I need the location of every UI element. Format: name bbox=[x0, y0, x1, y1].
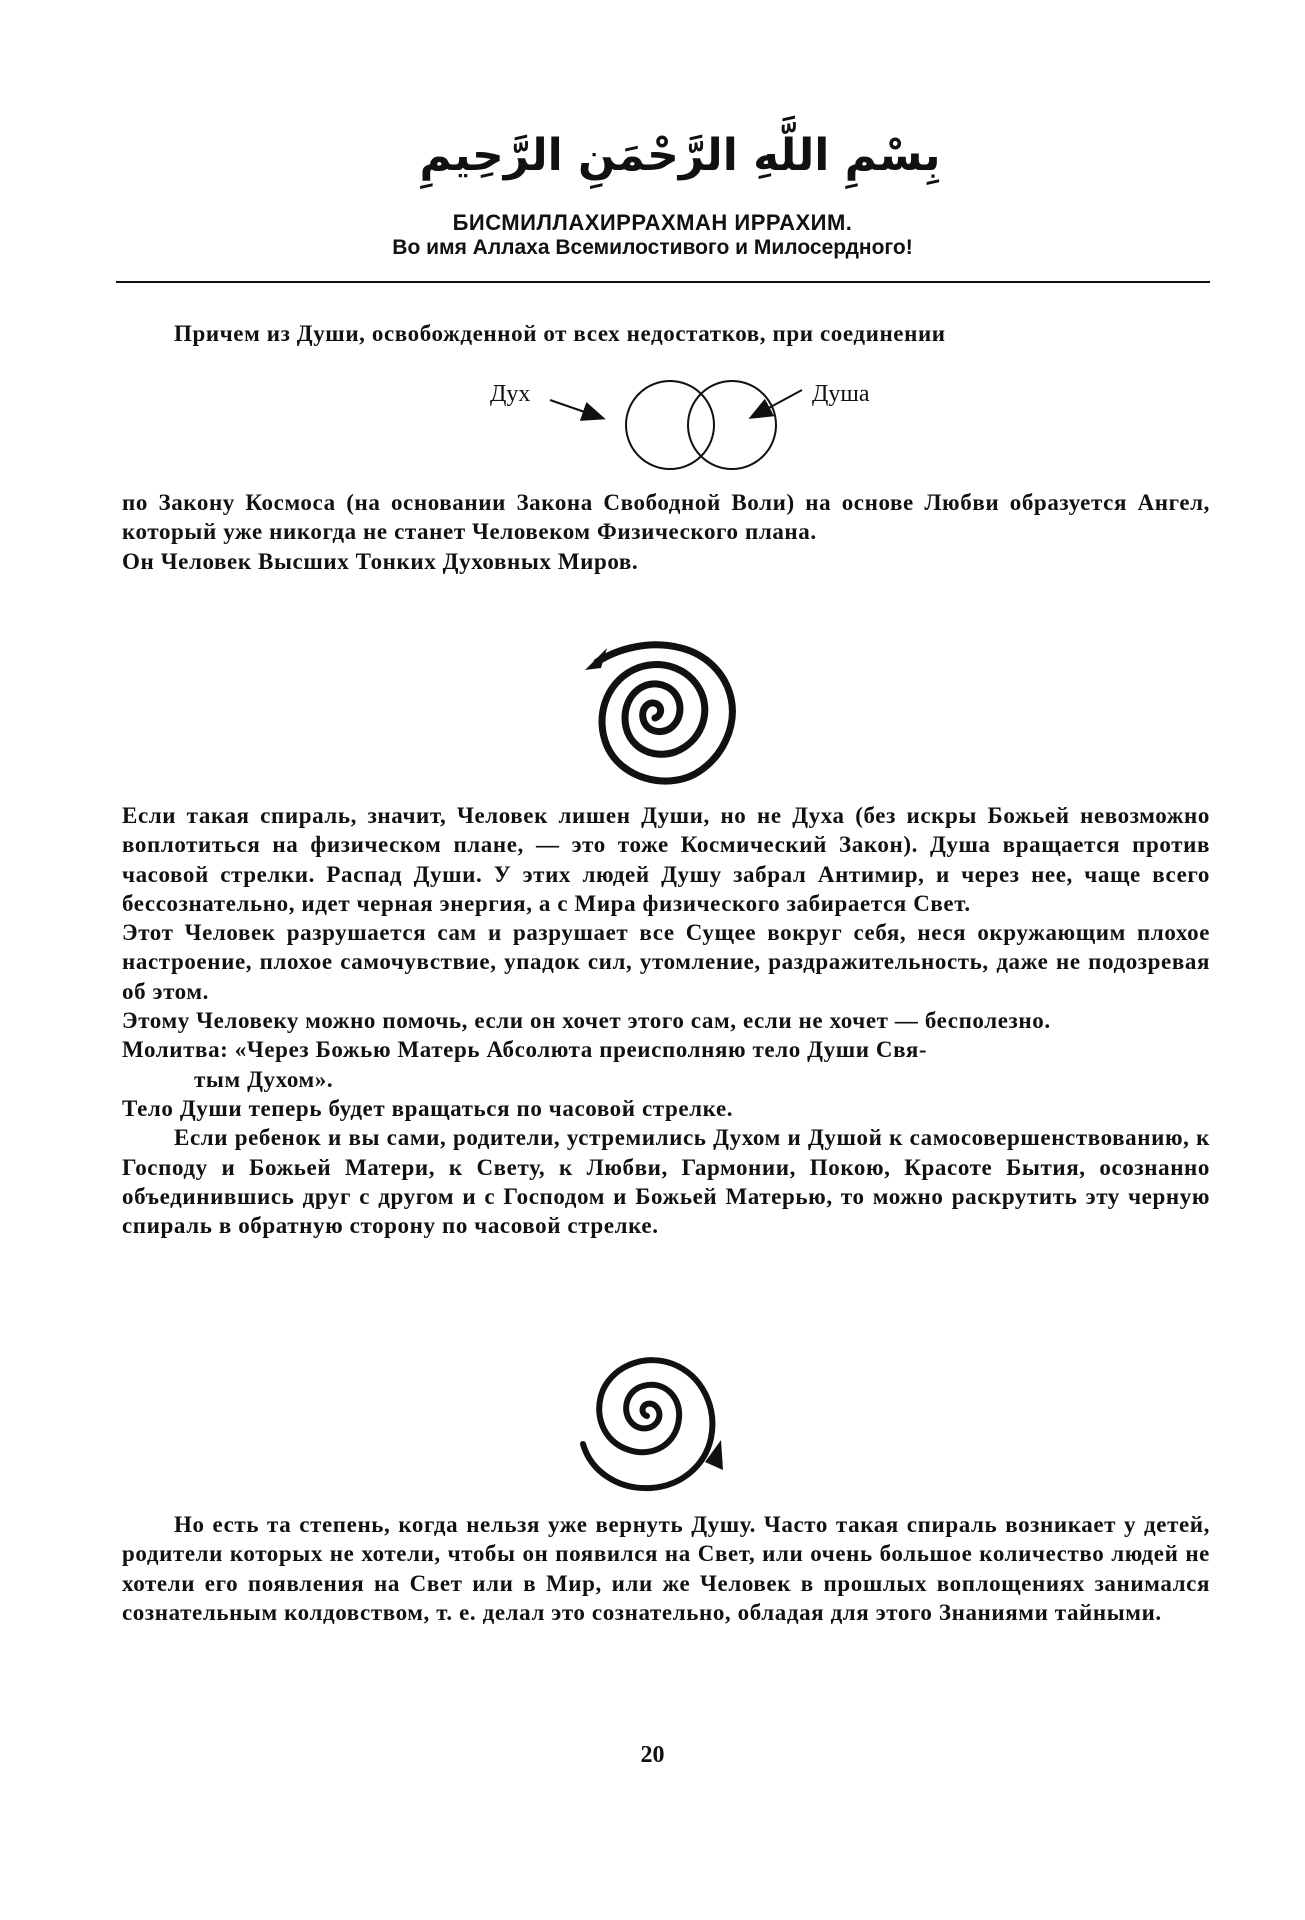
spirit-arrow bbox=[550, 400, 602, 418]
prayer-line: Молитва: «Через Божью Матерь Абсолюта преисполняю тело Души Свя- bbox=[122, 1037, 928, 1063]
bismillah-calligraphy bbox=[419, 108, 941, 198]
soul-arrow bbox=[752, 390, 802, 417]
paragraph-spiral-f: Если ребенок и вы сами, родители, устремились Духом и Душой к самосовершенствованию, к Господу и Божьей Матери, к Свету, к Любви, Гармонии, Покою, Красоте Бытия, осознанно объединившись друг с другом и с Господом и Божьей Матерью, то можно раскрутить эту черную спираль в обратную сторону по часовой стрелке. bbox=[122, 1125, 1210, 1239]
paragraph-intro bbox=[122, 319, 1210, 348]
header-divider bbox=[116, 281, 1210, 283]
paragraph-spiral bbox=[122, 801, 1210, 1240]
spirit-label: Дух bbox=[490, 381, 531, 407]
paragraph-spiral-c: Этому Человеку можно помочь, если он хочет этого сам, если не хочет — бесполезно. bbox=[122, 1008, 1051, 1034]
paragraph-angel-text: по Закону Космоса (на основании Закона Свободной Воли) на основе Любви образуется Ангел, который уже никогда не станет Человеком Физического плана. bbox=[122, 490, 1210, 545]
header-title: БИСМИЛЛАХИРРАХМАН ИРРАХИМ. bbox=[452, 210, 853, 235]
spirit-soul-diagram bbox=[540, 370, 860, 480]
paragraph-spiral-a: Если такая спираль, значит, Человек лишен Души, но не Духа (без искры Божьей невозможно воплотиться на физическом плане, — это тоже Космический Закон). Душа вращается против часовой стрелки. Распад Души. У этих людей Душу забрал Антимир, и через нее, чаще всего бессознательно, идет черная энергия, а с Мира физического забирается Свет. bbox=[122, 803, 1210, 916]
soul-circle bbox=[688, 381, 776, 469]
counterclockwise-spiral bbox=[555, 618, 755, 808]
paragraph-angel bbox=[122, 488, 1210, 576]
header-subtitle: Во имя Аллаха Всемилостивого и Милосердного! bbox=[392, 236, 913, 259]
paragraph-angel-line: Он Человек Высших Тонких Духовных Миров. bbox=[122, 548, 639, 574]
soul-label: Душа bbox=[812, 381, 870, 407]
clockwise-spiral bbox=[555, 1320, 745, 1510]
paragraph-intro-text: Причем из Души, освобожденной от всех недостатков, при соединении bbox=[174, 321, 946, 346]
paragraph-degree-text: Но есть та степень, когда нельзя уже вернуть Душу. Часто такая спираль возникает у детей, родители которых не хотели, чтобы он появился на Свет, или очень большое количество людей не хотели его появления на Свет или в Мир, или же Человек в прошлых воплощениях занимался сознательным колдовством, т. е. делал это сознательно, обладая для этого Знаниями тайными. bbox=[122, 1512, 1210, 1625]
page-number: 20 bbox=[640, 1742, 665, 1768]
spiral-ccw-path bbox=[597, 645, 732, 781]
paragraph-degree bbox=[122, 1510, 1210, 1627]
prayer-line-continued: тым Духом». bbox=[194, 1066, 334, 1092]
bismillah-arabic-text: بِسْمِ اللَّهِ الرَّحْمَنِ الرَّحِيمِ bbox=[419, 130, 941, 181]
spiral-cw-path bbox=[583, 1360, 712, 1488]
paragraph-spiral-e: Тело Души теперь будет вращаться по часовой стрелке. bbox=[122, 1095, 734, 1121]
paragraph-spiral-b: Этот Человек разрушается сам и разрушает все Сущее вокруг себя, неся окружающим плохое настроение, плохое самочувствие, упадок сил, утомление, раздражительность, даже не подозревая об этом. bbox=[122, 920, 1210, 1004]
